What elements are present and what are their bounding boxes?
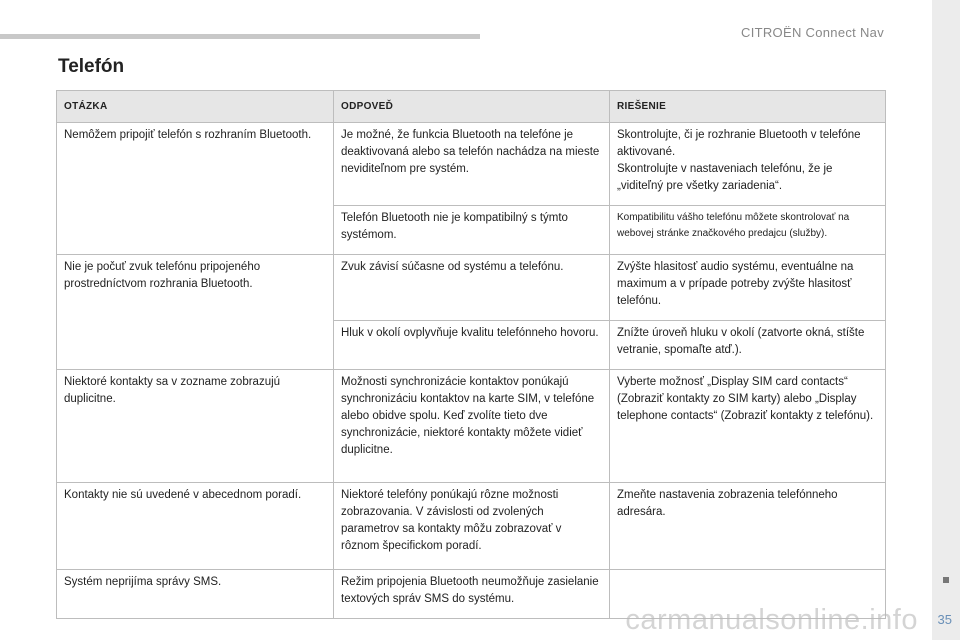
question-cell: Kontakty nie sú uvedené v abecednom poradí. xyxy=(57,483,334,570)
table-row xyxy=(57,123,886,206)
header-rule xyxy=(0,34,480,39)
answer-cell: Režim pripojenia Bluetooth neumožňuje zasielanie textových správ SMS do systému. xyxy=(334,570,610,619)
answer-cell: Je možné, že funkcia Bluetooth na telefóne je deaktivovaná alebo sa telefón nachádza na mieste neviditeľnom pre systém. xyxy=(334,123,610,206)
page-number: 35 xyxy=(937,612,952,627)
watermark-text: carmanualsonline.info xyxy=(625,604,918,636)
solution-cell: Znížte úroveň hluku v okolí (zatvorte okná, stíšte vetranie, spomaľte atď.). xyxy=(610,321,886,370)
solution-cell: Vyberte možnosť „Display SIM card contacts“ (Zobraziť kontakty zo SIM karty) alebo „Display telephone contacts“ (Zobraziť kontakty z telefónu). xyxy=(610,370,886,483)
question-cell: Systém neprijíma správy SMS. xyxy=(57,570,334,619)
solution-cell xyxy=(610,123,886,206)
solution-cell: Zmeňte nastavenia zobrazenia telefónneho adresára. xyxy=(610,483,886,570)
table-row xyxy=(57,255,886,321)
side-strip xyxy=(932,0,960,640)
side-marker xyxy=(943,577,949,583)
solution-cell: Kompatibilitu vášho telefónu môžete skontrolovať na webovej stránke značkového predajcu (služby). xyxy=(610,206,886,255)
question-cell: Niektoré kontakty sa v zozname zobrazujú duplicitne. xyxy=(57,370,334,483)
table-row xyxy=(57,483,886,570)
answer-cell: Zvuk závisí súčasne od systému a telefónu. xyxy=(334,255,610,321)
answer-cell: Možnosti synchronizácie kontaktov ponúkajú synchronizáciu kontaktov na karte SIM, v telefóne alebo obidve spolu. Keď zvolíte tieto dve synchronizácie, niektoré kontakty môžete vidieť duplicitne. xyxy=(334,370,610,483)
answer-cell: Niektoré telefóny ponúkajú rôzne možnosti zobrazovania. V závislosti od zvolených parametrov sa kontakty môžu zobrazovať v rôznom špecifickom poradí. xyxy=(334,483,610,570)
solution-line: Skontrolujte, či je rozhranie Bluetooth v telefóne aktivované. xyxy=(617,129,861,158)
header-brand: CITROËN Connect Nav xyxy=(741,25,884,40)
answer-cell: Hluk v okolí ovplyvňuje kvalitu telefónneho hovoru. xyxy=(334,321,610,370)
question-cell: Nemôžem pripojiť telefón s rozhraním Bluetooth. xyxy=(57,123,334,255)
solution-line: Skontrolujte v nastaveniach telefónu, že je „viditeľný pre všetky zariadenia“. xyxy=(617,163,833,192)
answer-cell: Telefón Bluetooth nie je kompatibilný s týmto systémom. xyxy=(334,206,610,255)
table-header-row xyxy=(57,91,886,123)
question-cell: Nie je počuť zvuk telefónu pripojeného prostredníctvom rozhrania Bluetooth. xyxy=(57,255,334,370)
table-row xyxy=(57,370,886,483)
page-title: Telefón xyxy=(58,56,125,77)
solution-cell: Zvýšte hlasitosť audio systému, eventuálne na maximum a v prípade potreby zvýšte hlasitosť telefónu. xyxy=(610,255,886,321)
header-solution: RIEŠENIE xyxy=(610,91,886,123)
faq-table xyxy=(56,90,886,619)
header-question: OTÁZKA xyxy=(57,91,334,123)
header-answer: ODPOVEĎ xyxy=(334,91,610,123)
